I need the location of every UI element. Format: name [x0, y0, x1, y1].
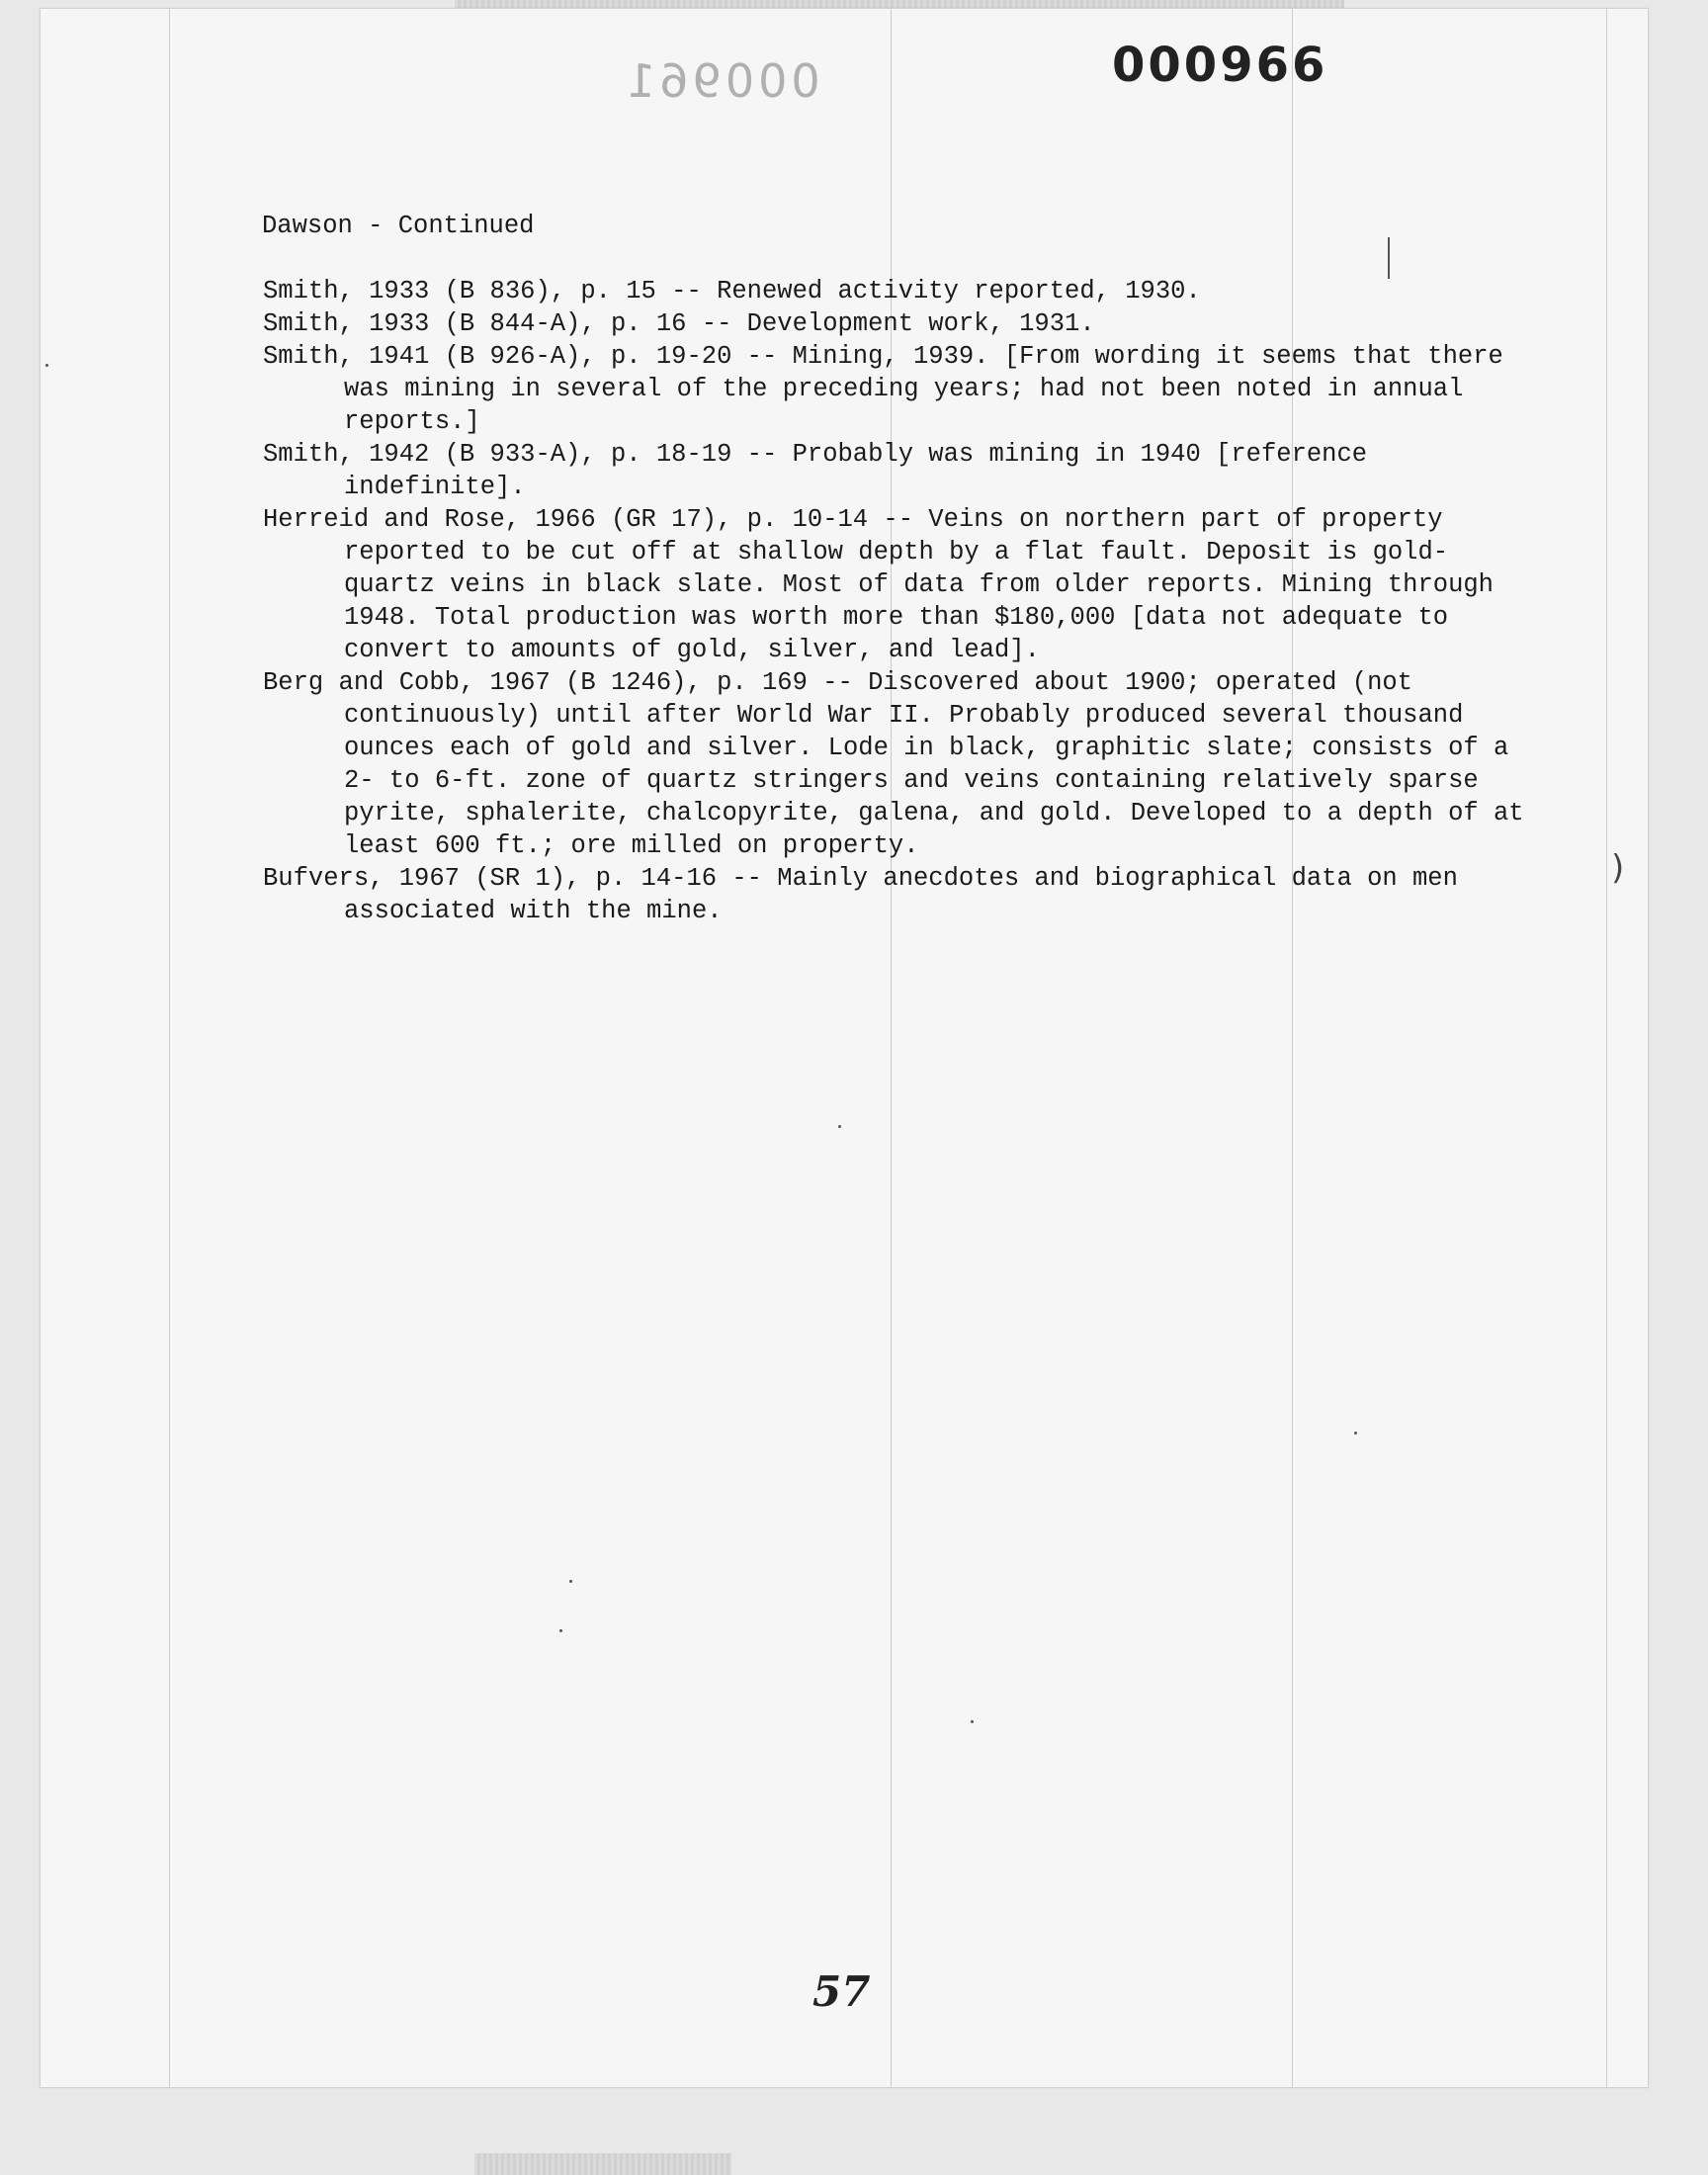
scan-speck: [569, 1580, 572, 1583]
scan-speck: [971, 1720, 974, 1723]
reference-entry: Bufvers, 1967 (SR 1), p. 14-16 -- Mainly anecdotes and biographical data on men associated with the mine.: [263, 864, 1458, 925]
faded-stamp-number: 000961: [623, 54, 820, 108]
reference-entry: Smith, 1941 (B 926-A), p. 19-20 -- Mining, 1939. [From wording it seems that there was mining in several of the preceding years; had not been noted in annual reports.]: [263, 342, 1503, 436]
section-heading: Dawson - Continued: [262, 212, 535, 240]
reference-entry: Herreid and Rose, 1966 (GR 17), p. 10-14 -- Veins on northern part of property reported to be cut off at shallow depth by a flat fault. Deposit is gold-quartz veins in black slate. Most of data from older reports. Mining through 1948. Total production was worth more than $180,000 [data not adequate to convert to amounts of gold, silver, and lead].: [263, 505, 1494, 664]
reference-entry: Berg and Cobb, 1967 (B 1246), p. 169 -- Discovered about 1900; operated (not continuously) until after World War II. Probably produced several thousand ounces each of gold and silver. Lode in black, graphitic slate; consists of a 2- to 6-ft. zone of quartz stringers and veins containing relatively sparse pyrite, sphalerite, chalcopyrite, galena, and gold. Developed to a depth of at least 600 ft.; ore milled on property.: [263, 668, 1524, 860]
fold-line: [169, 9, 170, 2087]
scan-speck: [1354, 1432, 1357, 1435]
margin-mark: ): [1611, 848, 1625, 888]
document-stamp-number: 000966: [1112, 38, 1328, 93]
reference-entry: Smith, 1933 (B 844-A), p. 16 -- Development work, 1931.: [263, 309, 1095, 338]
page-number: 57: [812, 1967, 871, 2016]
scan-speck: [559, 1629, 562, 1632]
reference-entry: Smith, 1942 (B 933-A), p. 18-19 -- Probably was mining in 1940 [reference indefinite].: [263, 440, 1368, 501]
fold-line: [1606, 9, 1607, 2087]
scan-speck: [838, 1125, 841, 1128]
reference-entry: Smith, 1933 (B 836), p. 15 -- Renewed activity reported, 1930.: [263, 277, 1201, 305]
scanner-edge-bottom: [474, 2153, 731, 2175]
scan-speck: [45, 364, 48, 367]
reference-list: [263, 275, 1538, 927]
pencil-mark: [1388, 237, 1390, 279]
